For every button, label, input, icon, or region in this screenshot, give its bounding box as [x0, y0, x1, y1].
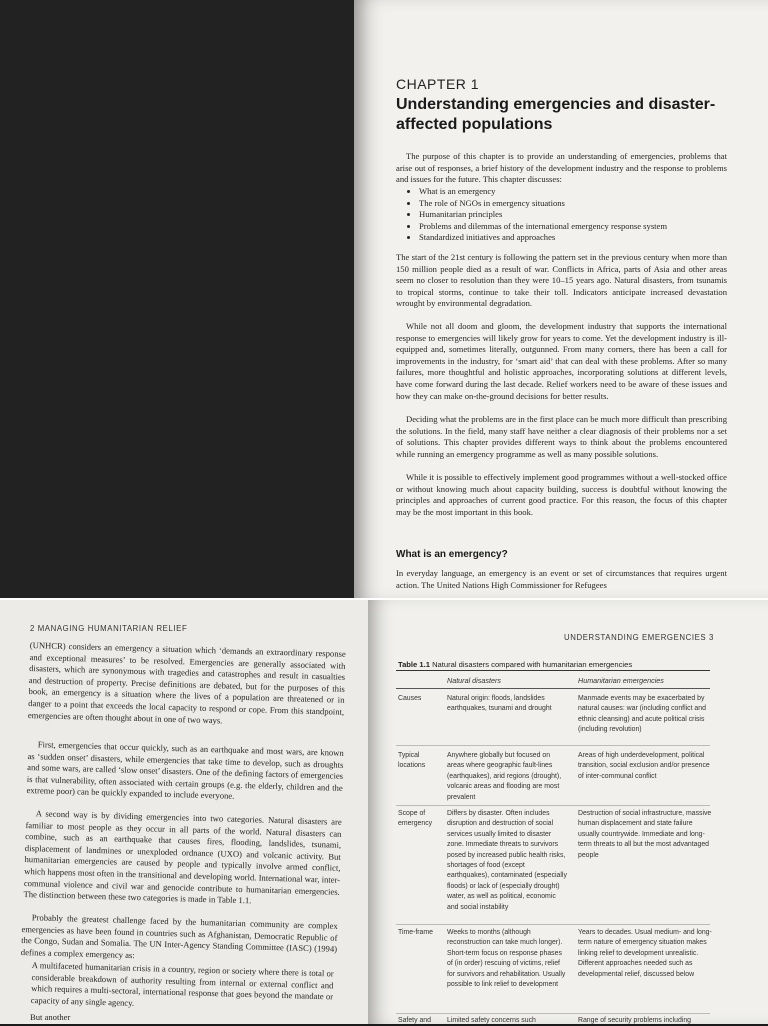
- running-head: UNDERSTANDING EMERGENCIES 3: [564, 633, 714, 642]
- dark-left-leaf: [0, 0, 354, 600]
- section-heading: What is an emergency?: [396, 549, 508, 560]
- body-paragraph: Deciding what the problems are in the first place can be much more difficult than prescribing the solutions. In the field, many staff have neither a clear diagnosis of their problems nor a set of solutions. This chapter provides different ways to think about the problems encountered while running an emergency programme as well as many possible solutions.: [396, 414, 727, 459]
- body-paragraph: The start of the 21st century is following the pattern set in the previous century when more than 150 million people died as a result of war. Conflicts in Africa, parts of Asia and other areas seem no closer to resolution than they were 10–15 years ago. Natural disasters, from tsunamis to tropical storms, continue to take their toll. Indicators anticipate increased devastation wrought by environmental degradation.: [396, 252, 727, 309]
- table-cell: Limited safety concerns such: [447, 1017, 536, 1024]
- block-quote: A multifaceted humanitarian crisis in a country, region or society where there is total or considerable breakdown of authority resulting from internal or external conflict and which requires a multi-sectoral, international response that goes beyond the mandate or capacity of any single agency.: [30, 960, 334, 1008]
- body-paragraph: (UNHCR) considers an emergency a situation which ‘demands an extraordinary response and exceptional measures’ to be resolved. Emergencies are generally associated with disasters, which are synonymous with tragedies and catastrophes and result in casualties and destruction of property. Precise definitions are debated, but for the purposes of this book, an emergency is a situation where the lives of a population are threatened or in danger to a point that exceeds the local capacity to respond or cope. From this standpoint, emergencies are often thought about in one of two ways.: [27, 640, 346, 725]
- body-paragraph: In everyday language, an emergency is an event or set of circumstances that requires urgent action. The United Nations High Commissioner for Refugees: [396, 568, 727, 590]
- list-item: • Problems and dilemmas of the international emergency response system: [419, 221, 739, 233]
- body-paragraph: But another: [30, 1012, 71, 1022]
- table-top-rule: [396, 670, 710, 671]
- table-header-rule: [396, 688, 710, 689]
- table-cell: Destruction of social infrastructure, massive human displacement and state failure usually countrywide. Immediate and long-term threats to all but the most advantaged people: [578, 810, 712, 859]
- table-cell: Years to decades. Usual medium- and long-term nature of emergency situation makes linking relief to development unrealistic. Different approaches needed such as developmental relief, discussed below: [578, 929, 712, 978]
- table-cell: Weeks to months (although reconstruction can take much longer). Short-term focus on response phases of (in order) rescuing of victims, relief for survivors and rehabilitation. Usually possible to link relief to development: [447, 929, 566, 989]
- column-header: Natural disasters: [447, 676, 501, 685]
- body-paragraph: While it is possible to effectively implement good programmes without a well-stocked office or without knowing much about capacity building, success is doubtful without knowing the principles and approaches of current good practice. For this reason, the focus of this chapter may be the most important in this book.: [396, 472, 727, 517]
- row-label: Time-frame: [398, 929, 433, 936]
- body-paragraph: First, emergencies that occur quickly, such as an earthquake and most wars, are known as ‘sudden onset’ disasters, while emergencies that take time to develop, such as droughts and some wars, are called ‘slow onset’ disasters. One of the defining factors of emergencies is that vulnerability, often associated with certain groups (e.g. the elderly, children and the extreme poor) can be quickly expanded to include everyone.: [26, 739, 344, 802]
- row-separator: [396, 1013, 710, 1014]
- chapter-title: Understanding emergencies and disaster-affected populations: [396, 96, 716, 133]
- column-header: Humanitarian emergencies: [578, 676, 664, 685]
- table-caption: [398, 660, 632, 669]
- list-item: • Humanitarian principles: [419, 209, 739, 221]
- row-separator: [396, 745, 710, 746]
- row-label: Causes: [398, 695, 422, 702]
- table-label: Table 1.1: [398, 660, 430, 669]
- row-label: Safety and: [398, 1017, 431, 1024]
- row-separator: [396, 805, 710, 806]
- running-head: 2 MANAGING HUMANITARIAN RELIEF: [30, 624, 188, 633]
- list-item: • Standardized initiatives and approaches: [419, 232, 739, 244]
- table-caption-text: Natural disasters compared with humanitarian emergencies: [432, 660, 633, 669]
- row-label: Typical locations: [398, 752, 426, 770]
- table-cell: Natural origin: floods, landslides earthquakes, tsunami and drought: [447, 695, 552, 713]
- table-cell: Differs by disaster. Often includes disruption and destruction of social services usually limited to disaster zone. Immediate threats to survivors posed by increased public health risks, shortages of food (except earthquakes), contaminated (especially floods) or lack of (especially drought) water, as well as political, economic and social instability: [447, 810, 567, 911]
- list-item: • The role of NGOs in emergency situations: [419, 198, 739, 210]
- body-paragraph: While not all doom and gloom, the development industry that supports the international response to emergencies will likely grow for years to come. Yet the development industry is ill-equipped and, sometimes literally, outgunned. From many corners, there has been a call for improvements in the industry, for ‘smart aid’ that can deal with these problems. After so many failures, more thoughtful and holistic approaches, incorporating solutions at different levels, have come forward during the last decade. Relief workers need to be aware of these issues and how they can make on-the-ground decisions for better results.: [396, 321, 727, 401]
- topic-list: [407, 186, 739, 244]
- table-cell: Anywhere globally but focused on areas where geographic fault-lines (earthquakes), arid regions (drought), volcanic areas and flooding are most prevalent: [447, 752, 562, 801]
- list-item: • What is an emergency: [419, 186, 739, 198]
- row-separator: [396, 924, 710, 925]
- body-paragraph: A second way is by dividing emergencies into two categories. Natural disasters are familiar to most people as they occur in all parts of the world. Natural disasters can combine, such as an earthquake that causes fires, flooding, landslides, tsunami, displacement of landmines or unexploded ordnance (UXO) and volcanic activity. But humanitarian emergencies are caused by people and typically involve armed conflict, which happens most often in the transitional and developing world. International war, inter-communal violence and civil war and genocide contribute to humanitarian emergencies. The distinction between these two categories is made in Table 1.1.: [23, 808, 342, 906]
- intro-paragraph: The purpose of this chapter is to provide an understanding of emergencies, problems that arise out of responses, a brief history of the development industry and the response to problems and issues for the future. This chapter discusses:: [396, 151, 727, 185]
- table-cell: Range of security problems including: [578, 1017, 691, 1024]
- chapter-label: CHAPTER 1: [396, 76, 480, 92]
- table-cell: Areas of high underdevelopment, political transition, social exclusion and/or presence of inter-communal conflict: [578, 752, 710, 780]
- table-cell: Manmade events may be exacerbated by natural causes: war (including conflict and ethnic cleansing) and acute political crisis (including revolution): [578, 695, 706, 734]
- row-label: Scope of emergency: [398, 810, 433, 828]
- body-paragraph: Probably the greatest challenge faced by the humanitarian community are complex emergencies as have been found in countries such as Afghanistan, Democratic Republic of the Congo, Sudan and Somalia. The UN Inter-Agency Standing Committee (IASC) (1994) defines a complex emergency as:: [20, 912, 338, 960]
